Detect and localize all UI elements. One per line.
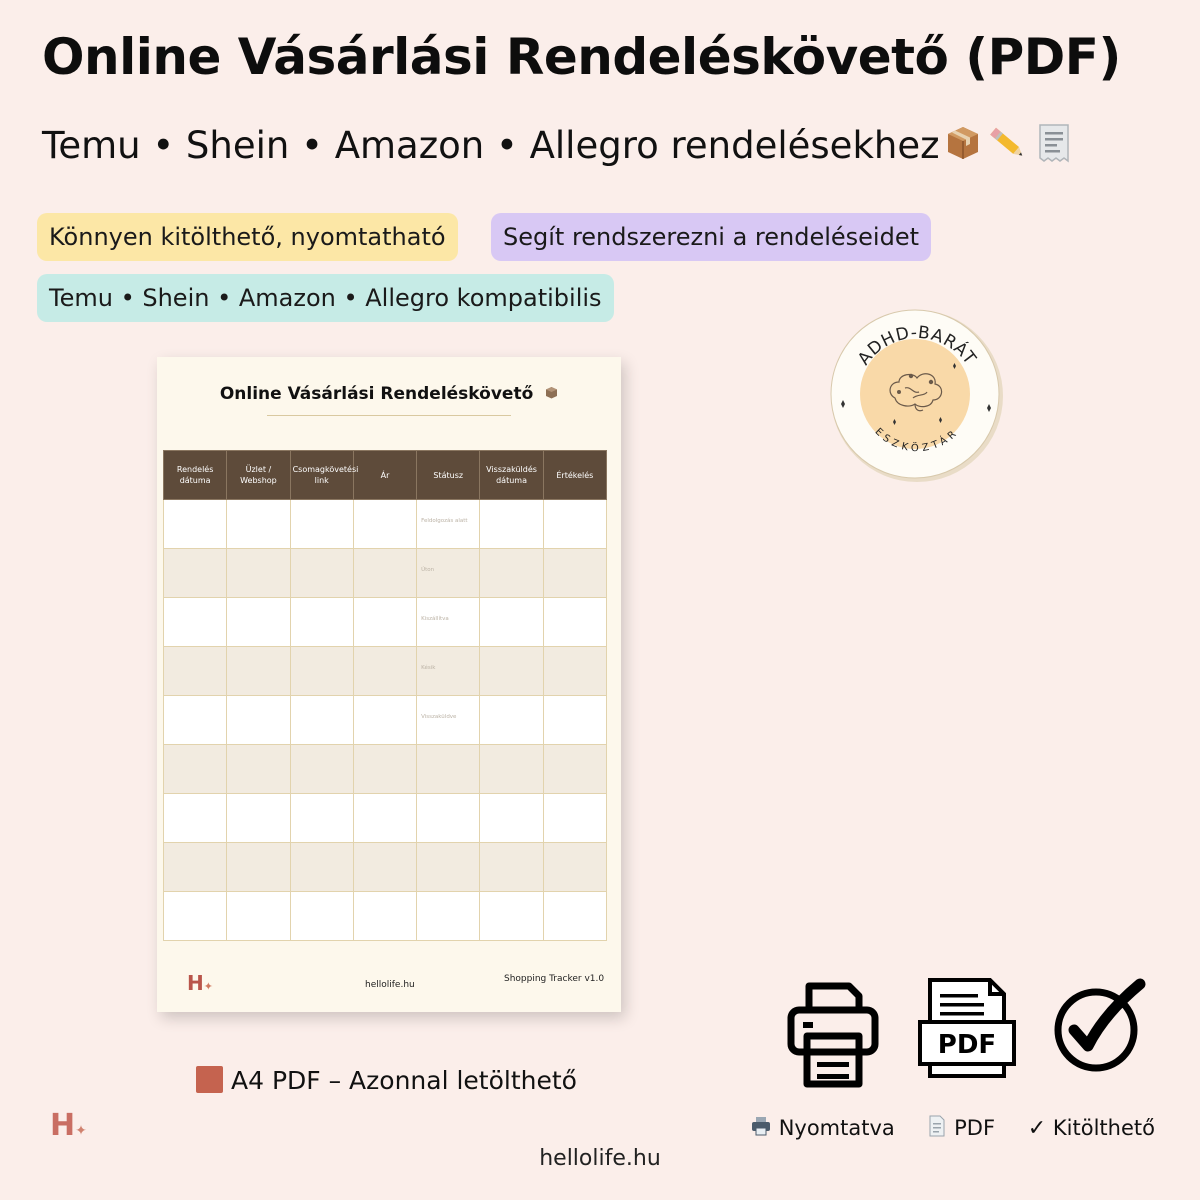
table-cell[interactable] xyxy=(227,696,290,745)
pill-printable: Könnyen kitölthető, nyomtatható xyxy=(37,213,458,261)
table-cell[interactable] xyxy=(290,500,353,549)
column-header: Státusz xyxy=(417,451,480,500)
status-hint: Visszaküldve xyxy=(421,714,457,720)
table-cell[interactable] xyxy=(227,598,290,647)
table-row xyxy=(164,794,607,843)
table-cell[interactable] xyxy=(290,598,353,647)
table-cell[interactable] xyxy=(543,843,606,892)
brand-logo: H✦ xyxy=(50,1108,87,1143)
table-cell[interactable] xyxy=(480,549,543,598)
table-cell[interactable] xyxy=(164,794,227,843)
column-header: Üzlet / Webshop xyxy=(227,451,290,500)
table-cell[interactable] xyxy=(417,647,480,696)
adhd-badge xyxy=(827,306,1007,486)
table-cell[interactable] xyxy=(417,598,480,647)
table-cell[interactable] xyxy=(164,549,227,598)
table-cell[interactable] xyxy=(543,500,606,549)
table-cell[interactable] xyxy=(543,892,606,941)
table-cell[interactable] xyxy=(480,843,543,892)
table-cell[interactable] xyxy=(227,549,290,598)
column-header: Ár xyxy=(353,451,416,500)
column-header: Visszaküldés dátuma xyxy=(480,451,543,500)
table-cell[interactable] xyxy=(164,696,227,745)
table-cell[interactable] xyxy=(543,598,606,647)
feature-label-fillable: ✓ Kitölthető xyxy=(1027,1116,1155,1141)
table-cell[interactable] xyxy=(480,794,543,843)
badge-bottom-text: ESZKÖZTÁR xyxy=(872,426,962,455)
table-cell[interactable] xyxy=(227,892,290,941)
table-cell[interactable] xyxy=(353,794,416,843)
column-header: Csomagkövetési link xyxy=(290,451,353,500)
table-cell[interactable] xyxy=(543,696,606,745)
doc-version: Shopping Tracker v1.0 xyxy=(504,974,605,984)
divider xyxy=(267,415,511,416)
table-cell[interactable] xyxy=(543,647,606,696)
pill-organize: Segít rendszerezni a rendeléseidet xyxy=(491,213,931,261)
table-cell[interactable] xyxy=(353,598,416,647)
table-cell[interactable] xyxy=(290,843,353,892)
table-cell[interactable] xyxy=(164,647,227,696)
table-row xyxy=(164,647,607,696)
table-row xyxy=(164,745,607,794)
subtitle-text: Temu • Shein • Amazon • Allegro rendelésekhez xyxy=(42,124,940,167)
status-hint: Késik xyxy=(421,665,436,671)
table-cell[interactable] xyxy=(417,843,480,892)
table-cell[interactable] xyxy=(227,500,290,549)
pencil-icon xyxy=(986,123,1030,172)
table-cell[interactable] xyxy=(164,745,227,794)
page-title: Online Vásárlási Rendeléskövető (PDF) xyxy=(42,28,1121,86)
table-cell[interactable] xyxy=(227,794,290,843)
badge-top-text: ADHD-BARÁT xyxy=(854,322,981,370)
printer-icon xyxy=(750,1115,772,1142)
table-cell[interactable] xyxy=(417,745,480,794)
table-cell[interactable] xyxy=(480,892,543,941)
status-hint: Kiszállítva xyxy=(421,616,449,622)
square-icon xyxy=(196,1066,223,1093)
doc-logo: H✦ xyxy=(187,971,213,995)
table-row xyxy=(164,696,607,745)
a4-download-label: A4 PDF – Azonnal letölthető xyxy=(196,1066,577,1095)
table-cell[interactable] xyxy=(353,549,416,598)
table-cell[interactable] xyxy=(227,843,290,892)
sparkle-icon: ✦ xyxy=(75,1123,87,1139)
pdf-icon xyxy=(918,976,1016,1084)
table-cell[interactable] xyxy=(543,745,606,794)
table-cell[interactable] xyxy=(480,745,543,794)
status-hint: Úton xyxy=(421,567,435,573)
column-header: Értékelés xyxy=(543,451,606,500)
table-cell[interactable] xyxy=(227,647,290,696)
pdf-icon-text: PDF xyxy=(937,1030,997,1060)
table-cell[interactable] xyxy=(353,843,416,892)
table-cell[interactable] xyxy=(480,598,543,647)
subtitle xyxy=(42,122,1074,173)
table-cell[interactable] xyxy=(290,549,353,598)
table-row xyxy=(164,549,607,598)
table-cell[interactable] xyxy=(417,794,480,843)
feature-labels xyxy=(750,1115,1155,1142)
table-cell[interactable] xyxy=(227,745,290,794)
printer-icon xyxy=(785,980,881,1092)
table-cell[interactable] xyxy=(290,794,353,843)
table-row xyxy=(164,843,607,892)
column-header: Rendelés dátuma xyxy=(164,451,227,500)
table-cell[interactable] xyxy=(164,500,227,549)
table-row xyxy=(164,598,607,647)
status-hint: Feldolgozás alatt xyxy=(421,518,468,524)
footer-site: hellolife.hu xyxy=(539,1146,661,1171)
table-cell[interactable] xyxy=(543,794,606,843)
table-cell[interactable] xyxy=(164,598,227,647)
document-icon xyxy=(927,1115,947,1142)
tracker-document-preview xyxy=(157,357,621,1012)
table-cell[interactable] xyxy=(480,696,543,745)
feature-label-pdf: PDF xyxy=(927,1115,995,1142)
table-row xyxy=(164,892,607,941)
doc-site: hellolife.hu xyxy=(365,980,415,990)
table-cell[interactable] xyxy=(417,549,480,598)
table-cell[interactable] xyxy=(480,647,543,696)
table-cell[interactable] xyxy=(353,745,416,794)
table-cell[interactable] xyxy=(353,892,416,941)
tracker-table xyxy=(163,450,607,941)
checkmark-circle-icon xyxy=(1052,978,1148,1082)
table-cell[interactable] xyxy=(417,696,480,745)
doc-title: Online Vásárlási Rendeléskövető xyxy=(157,384,621,404)
checkmark-icon: ✓ xyxy=(1027,1116,1047,1141)
table-cell[interactable] xyxy=(290,696,353,745)
table-cell[interactable] xyxy=(290,745,353,794)
table-cell[interactable] xyxy=(164,843,227,892)
table-cell[interactable] xyxy=(543,549,606,598)
table-cell[interactable] xyxy=(353,647,416,696)
table-row xyxy=(164,500,607,549)
feature-label-print: Nyomtatva xyxy=(750,1115,895,1142)
pill-compatible: Temu • Shein • Amazon • Allegro kompatibilis xyxy=(37,274,614,322)
table-cell[interactable] xyxy=(417,500,480,549)
package-icon xyxy=(545,384,558,404)
table-cell[interactable] xyxy=(417,892,480,941)
sparkle-icon: ✦ xyxy=(203,980,213,993)
table-cell[interactable] xyxy=(480,500,543,549)
table-cell[interactable] xyxy=(353,696,416,745)
table-cell[interactable] xyxy=(290,892,353,941)
receipt-icon xyxy=(1034,122,1074,173)
table-cell[interactable] xyxy=(290,647,353,696)
table-cell[interactable] xyxy=(164,892,227,941)
table-cell[interactable] xyxy=(353,500,416,549)
package-icon xyxy=(944,124,982,171)
